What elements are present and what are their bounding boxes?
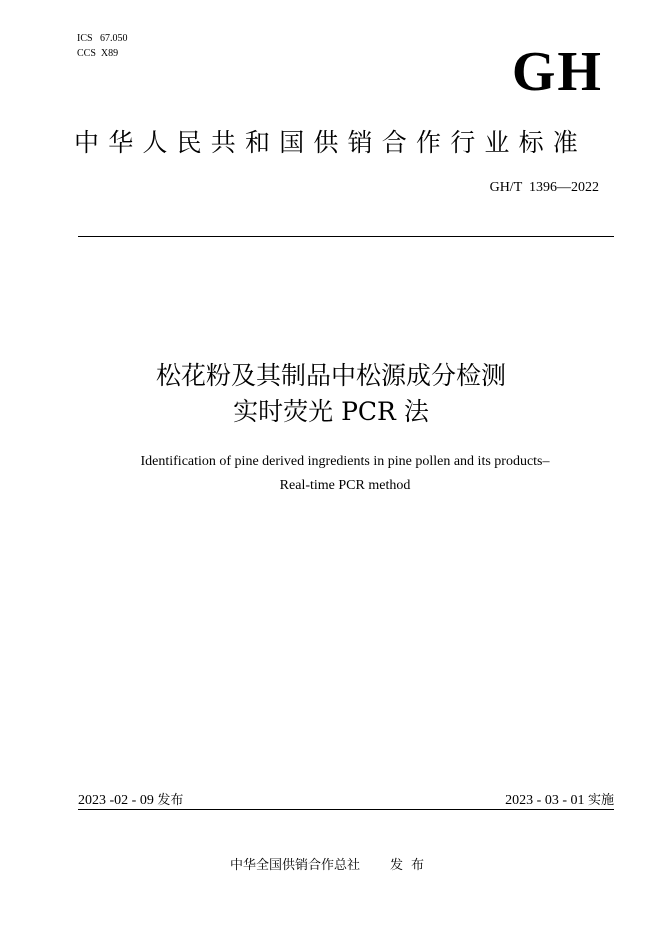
ccs-code: CCS X89 bbox=[77, 48, 119, 59]
english-title-line-1: Identification of pine derived ingredients in pine pollen and its products– bbox=[140, 454, 550, 469]
issue-date: 2023 -02 - 09 bbox=[78, 793, 158, 808]
issue-date-group bbox=[78, 789, 183, 809]
standard-number: GH/T 1396—2022 bbox=[489, 180, 599, 195]
english-title-line-2: Real-time PCR method bbox=[279, 478, 411, 493]
classification-codes bbox=[77, 31, 128, 61]
date-row bbox=[78, 789, 614, 809]
chinese-title-line-2: 实时荧光 PCR 法 bbox=[233, 397, 429, 426]
issue-label: 发布 bbox=[157, 793, 184, 808]
effective-date-group bbox=[505, 789, 614, 809]
chinese-title-line-1: 松花粉及其制品中松源成分检测 bbox=[155, 361, 506, 390]
english-title bbox=[0, 450, 662, 498]
header-divider bbox=[78, 236, 614, 237]
ics-code: ICS 67.050 bbox=[77, 33, 128, 44]
gh-logo: GH bbox=[511, 41, 603, 103]
issuer-organization: 中华全国供销合作总社 bbox=[229, 858, 360, 873]
standard-category: 中华人民共和国供销合作行业标准 bbox=[74, 128, 588, 157]
effective-date: 2023 - 03 - 01 bbox=[505, 793, 588, 808]
issuer bbox=[0, 854, 662, 873]
chinese-title bbox=[0, 358, 662, 430]
issuer-action: 发布 bbox=[390, 858, 433, 873]
effective-label: 实施 bbox=[587, 793, 614, 808]
footer-divider bbox=[78, 809, 614, 810]
